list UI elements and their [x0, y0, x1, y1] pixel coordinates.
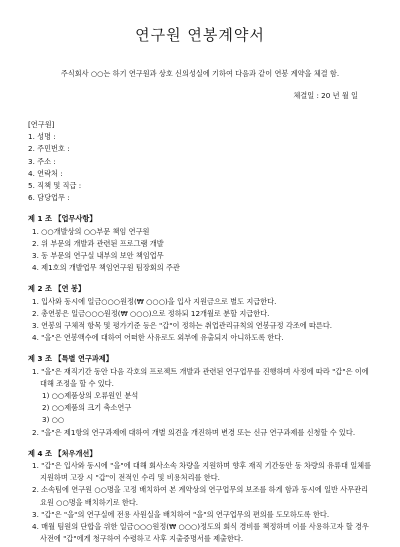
article-item: 2. "을"은 제1항의 연구과제에 대하여 개별 의견을 개진하며 변경 또는 신규 연구과제를 신청할 수 있다.	[32, 427, 356, 437]
article-subitem: 2) ○○제품의 크기 축소연구	[42, 403, 132, 413]
field-contact: 4. 연락처 :	[28, 168, 63, 178]
article-subitem: 1) ○○제품상의 오류원인 분석	[42, 391, 139, 401]
article-item: 1. 입사와 동시에 일금○○○원정(₩ ○○○)을 입사 지원금으로 별도 지급한다.	[32, 296, 277, 306]
article-item: 4. 매월 팀원의 단합을 위한 일금○○○원정(₩ ○○○)정도의 회식 경비를 책정하며 이를 사용하고자 할 경우 사전에 "갑"에게 청구하여 수령하고 사후 지출증명서를 제출한다.	[32, 522, 369, 544]
article-item: 2. 총연봉은 일금○○○원정(₩ ○○○)으로 정하되 12개월로 분할 지급한다.	[32, 308, 270, 318]
article-heading: 제 2 조 【연 봉】	[28, 284, 86, 294]
article-item: 3. "갑"은 "을"의 연구실에 전용 사원실을 배치하여 "을"의 연구업무의 편의를 도모하도록 한다.	[32, 509, 330, 519]
article-item: 1. "갑"은 입사와 동시에 "을"에 대해 회사소속 차량을 지원하며 향후 재직 기간동안 동 차량의 유류대 일체를 지원하며 고장 시 "갑"이 전적인 수리 및 비용처리를 한다.	[32, 461, 372, 483]
field-duties: 6. 담당업무 :	[28, 193, 70, 203]
article-heading: 제 3 조 【특별 연구과제】	[28, 354, 113, 364]
field-name: 1. 성명 :	[28, 132, 56, 142]
article-subitem: 3) ○○	[42, 415, 65, 425]
field-resident-number: 2. 주민번호 :	[28, 144, 70, 154]
article-item: 3. 연봉의 구체적 항목 및 평가기준 등은 "갑"이 정하는 취업관리규칙의 연봉규정 각조에 따른다.	[32, 321, 333, 331]
article-item: 3. 동 부문의 연구실 내부의 보안 책임업무	[32, 251, 164, 261]
article-item: 2. 위 부문의 개발과 관련된 프로그램 개발	[32, 238, 164, 248]
articles-section	[28, 213, 372, 545]
article-heading: 제 1 조 【업무사항】	[28, 214, 97, 224]
intro-paragraph: 주식회사 ○○는 하기 연구원과 상호 신의성실에 기하여 다음과 같이 연봉 계약을 체결 함.	[60, 69, 340, 78]
article-item: 1. "을"은 재직기간 동안 다음 각호의 프로젝트 개발과 관련된 연구업무를 진행하며 사정에 따라 "갑"은 이에 대해 조정을 할 수 있다.	[32, 366, 369, 388]
field-address: 3. 주소 :	[28, 156, 56, 166]
signing-date: 체결일 : 20 년 월 일	[293, 91, 358, 100]
article-item: 1. ○○개발상의 ○○부문 책임 연구원	[32, 226, 150, 236]
article-heading: 제 4 조 【처우개선】	[28, 448, 97, 458]
article-item: 2. 소속팀에 연구원 ○○명을 고정 배치하여 본 계약상의 연구업무의 보조를 하게 함과 동시에 일반 사무관리 요원 ○○명을 배치하기로 한다.	[32, 485, 369, 507]
document-title: 연구원 연봉계약서	[135, 26, 265, 44]
researcher-heading: [연구원]	[28, 120, 55, 129]
field-position-rank: 5. 직책 및 직급 :	[28, 181, 82, 191]
article-item: 4. "을"은 연봉액수에 대하여 어떠한 사유로도 외부에 유출되지 아니하도록 한다.	[32, 333, 284, 343]
article-item: 4. 제1호의 개발업무 책임연구원 팀장회의 주관	[32, 263, 180, 273]
researcher-section	[28, 119, 372, 204]
